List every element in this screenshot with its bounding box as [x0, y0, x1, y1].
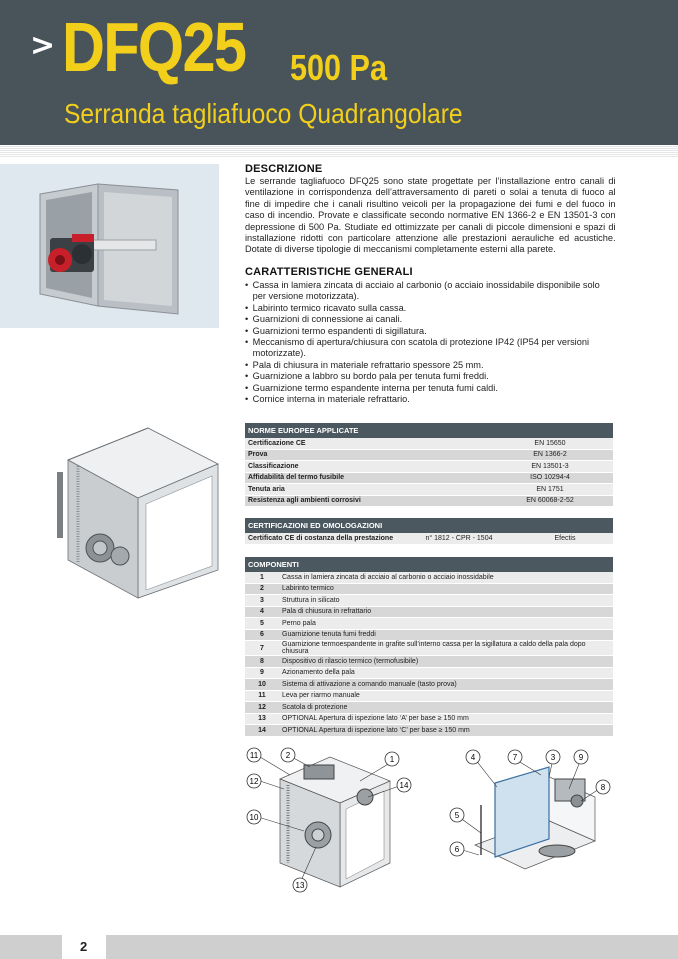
description-text: Le serrande tagliafuoco DFQ25 sono state progettate per l’installazione entro canali di ventilazione in corrispondenza dell’attraversamento di pareti o solai a tenuta di fuoco al fine di impedire che i canali risultino veicoli per la propagazione dei fumi e del fuoco in caso di incendio. Provate e classificate secondo normative EN 1366-2 e EN 13501-3 con depressione di 500 Pa. Studiate ed ottimizzate per canali di piccole dimensioni e spazi di installazione ridotti con particolare attenzione alle prestazioni aerauliche ed acustiche. Dotate di diverse tipologie di meccanismi completamente esterni alla parete. [245, 176, 616, 256]
callout [508, 750, 522, 764]
table-row [245, 461, 613, 473]
table-row [245, 606, 613, 618]
callout-label: 12 [249, 777, 259, 786]
component-desc: OPTIONAL Apertura di ispezione lato ‘A’ per base ≥ 150 mm [279, 713, 613, 725]
cert-label: Certificato CE di costanza della prestazione [245, 533, 401, 544]
table-row [245, 618, 613, 630]
callout [574, 750, 588, 764]
feature-item: • Cornice interna in materiale refrattario. [245, 394, 616, 405]
table-row [245, 656, 613, 668]
table-row [245, 667, 613, 679]
callout-label: 3 [550, 753, 556, 762]
norme-value: EN 1751 [487, 484, 613, 496]
component-desc: Sistema di attivazione a comando manuale (tasto prova) [279, 679, 613, 691]
table-row [245, 641, 613, 656]
component-number: 14 [245, 725, 279, 737]
component-number: 9 [245, 667, 279, 679]
features-title: CARATTERISTICHE GENERALI [245, 266, 413, 278]
callout-label: 10 [249, 813, 259, 822]
callout-label: 14 [399, 781, 409, 790]
components-diagram-right [445, 745, 615, 875]
component-number: 10 [245, 679, 279, 691]
norme-title: NORME EUROPEE APPLICATE [245, 423, 613, 438]
component-desc: Pala di chiusura in refrattario [279, 606, 613, 618]
feature-item: • Labirinto termico ricavato sulla cassa. [245, 303, 616, 314]
feature-item: • Guarnizione a labbro su bordo pala per tenuta fumi freddi. [245, 371, 616, 382]
table-row [245, 713, 613, 725]
table-row [245, 679, 613, 691]
callout [397, 778, 411, 792]
component-number: 2 [245, 583, 279, 595]
table-row [245, 472, 613, 484]
feature-item: • Guarnizione termo espandente interna per tenuta fumi caldi. [245, 383, 616, 394]
table-row [245, 533, 613, 544]
component-desc: Cassa in lamiera zincata di acciaio al carbonio o acciaio inossidabile [279, 572, 613, 583]
table-row [245, 725, 613, 737]
table-row [245, 572, 613, 583]
componenti-title: COMPONENTI [245, 557, 613, 572]
norme-label: Affidabilità del termo fusibile [245, 472, 487, 484]
component-number: 1 [245, 572, 279, 583]
norme-value: EN 60068-2-52 [487, 495, 613, 507]
features-list [245, 280, 616, 405]
description-section [245, 163, 615, 256]
components-diagram-left [240, 745, 420, 895]
feature-item: • Guarnizioni termo espandenti di sigillatura. [245, 326, 616, 337]
component-number: 13 [245, 713, 279, 725]
header-stripes [0, 145, 678, 157]
callout-label: 13 [295, 881, 305, 890]
callout [596, 780, 610, 794]
norme-label: Certificazione CE [245, 438, 487, 449]
certificazioni-table [245, 518, 613, 545]
table-row [245, 702, 613, 714]
feature-item: • Cassa in lamiera zincata di acciaio al carbonio (o acciaio inossidabile disponibile solo per versione motorizzata). [245, 280, 616, 303]
norme-value: EN 15650 [487, 438, 613, 449]
product-photo-panel [0, 164, 219, 328]
component-number: 8 [245, 656, 279, 668]
table-row [245, 595, 613, 607]
norme-label: Prova [245, 449, 487, 461]
component-number: 6 [245, 629, 279, 641]
norme-value: EN 13501-3 [487, 461, 613, 473]
certificazioni-title: CERTIFICAZIONI ED OMOLOGAZIONI [245, 518, 613, 533]
damper-photo-illustration [0, 164, 219, 328]
norme-value: EN 1366-2 [487, 449, 613, 461]
norme-label: Classificazione [245, 461, 487, 473]
callout-label: 6 [454, 845, 460, 854]
description-title: DESCRIZIONE [245, 163, 323, 175]
callout-label: 4 [470, 753, 476, 762]
component-number: 12 [245, 702, 279, 714]
product-subtitle: Serranda tagliafuoco Quadrangolare [64, 98, 463, 129]
cert-number: n° 1812 - CPR - 1504 [401, 533, 517, 544]
feature-item: • Meccanismo di apertura/chiusura con scatola di protezione IP42 (IP54 per versioni motorizzate). [245, 337, 616, 360]
callout [293, 878, 307, 892]
callout [247, 774, 261, 788]
feature-item: • Guarnizioni di connessione ai canali. [245, 314, 616, 325]
callout [247, 810, 261, 824]
product-model: DFQ25 [62, 8, 246, 86]
component-desc: Perno pala [279, 618, 613, 630]
component-desc: Struttura in silicato [279, 595, 613, 607]
callout-label: 7 [512, 753, 518, 762]
table-row [245, 495, 613, 507]
callout-label: 5 [454, 811, 460, 820]
callout [385, 752, 399, 766]
damper-3d-drawing [48, 420, 226, 600]
callout [450, 808, 464, 822]
table-row [245, 629, 613, 641]
component-number: 11 [245, 690, 279, 702]
feature-item: • Pala di chiusura in materiale refrattario spessore 25 mm. [245, 360, 616, 371]
component-desc: Azionamento della pala [279, 667, 613, 679]
componenti-table [245, 557, 613, 737]
features-section [245, 266, 615, 405]
chevron-icon: > [30, 28, 56, 63]
component-number: 3 [245, 595, 279, 607]
component-number: 5 [245, 618, 279, 630]
table-row [245, 583, 613, 595]
callout [247, 748, 261, 762]
callout-label: 1 [389, 755, 395, 764]
table-row [245, 438, 613, 449]
norme-value: ISO 10294-4 [487, 472, 613, 484]
callout-label: 11 [249, 751, 259, 760]
callout-label: 2 [285, 751, 291, 760]
component-desc: Leva per riarmo manuale [279, 690, 613, 702]
table-row [245, 484, 613, 496]
footer-band [0, 935, 678, 959]
cert-body: Efectis [517, 533, 613, 544]
component-desc: Labirinto termico [279, 583, 613, 595]
header-band [0, 0, 678, 145]
component-desc: Guarnizione tenuta fumi freddi [279, 629, 613, 641]
norme-label: Tenuta aria [245, 484, 487, 496]
callout [546, 750, 560, 764]
table-row [245, 690, 613, 702]
product-pressure: 500 Pa [290, 47, 387, 88]
callout [281, 748, 295, 762]
table-row [245, 449, 613, 461]
norme-label: Resistenza agli ambienti corrosivi [245, 495, 487, 507]
component-desc: Guarnizione termoespandente in grafite sull’interno cassa per la sigillatura a caldo della pala dopo chiusura [279, 641, 613, 656]
component-number: 4 [245, 606, 279, 618]
component-desc: Scatola di protezione [279, 702, 613, 714]
page-number: 2 [62, 935, 106, 959]
callout [450, 842, 464, 856]
norme-table [245, 423, 613, 507]
component-desc: Dispositivo di rilascio termico (termofusibile) [279, 656, 613, 668]
callout-label: 9 [578, 753, 584, 762]
callout-label: 8 [600, 783, 606, 792]
component-number: 7 [245, 641, 279, 656]
component-desc: OPTIONAL Apertura di ispezione lato ‘C’ per base ≥ 150 mm [279, 725, 613, 737]
callout [466, 750, 480, 764]
